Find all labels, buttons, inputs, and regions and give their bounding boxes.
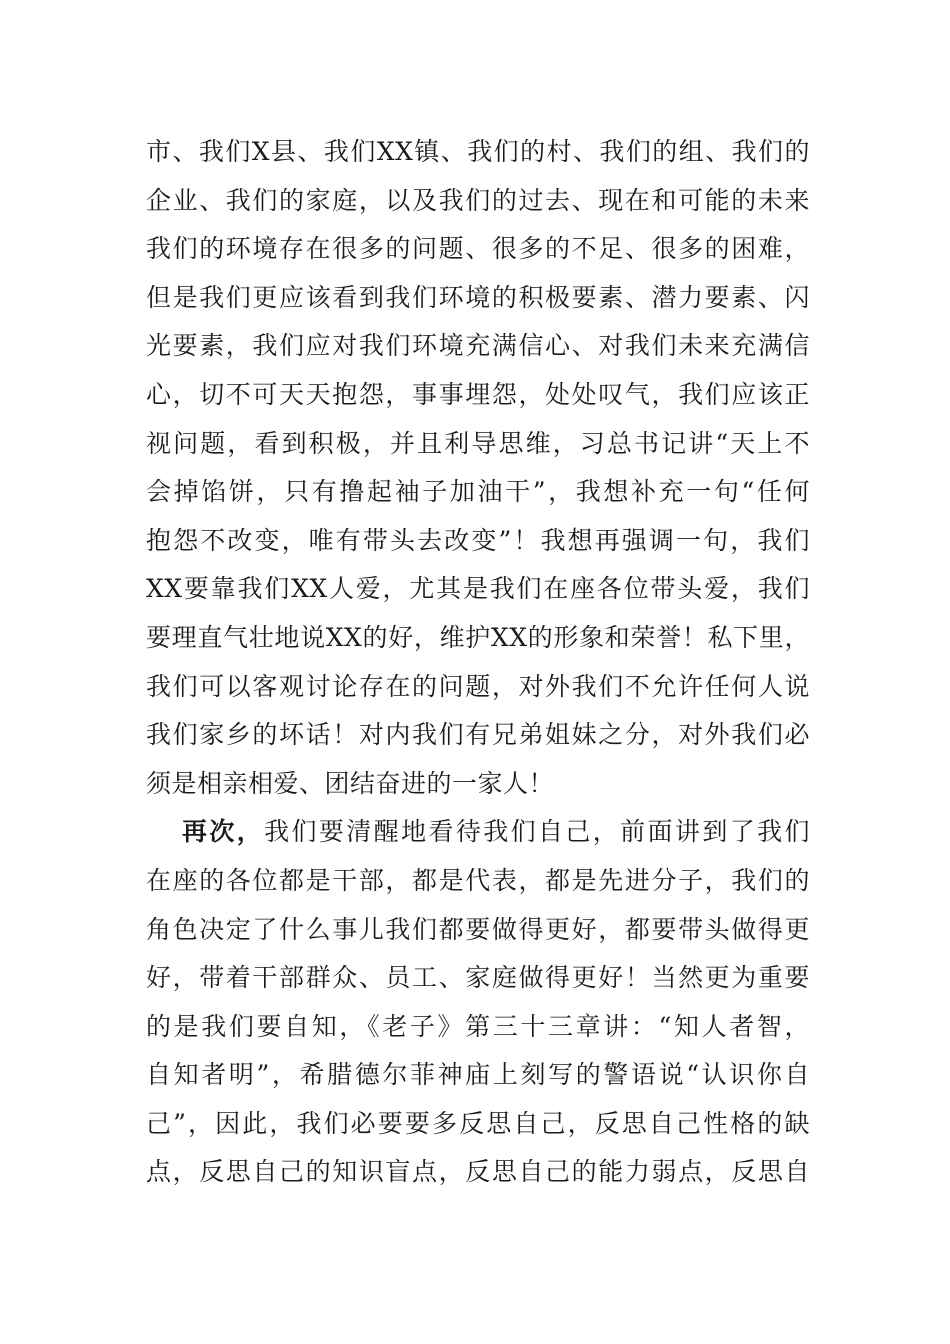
text-line: 会掉馅饼，只有撸起袖子加油干”，我想补充一句“任何 [146, 477, 810, 507]
text-line: 但是我们更应该看到我们环境的积极要素、潜力要素、闪 [146, 282, 810, 312]
text-line: 市、我们X县、我们XX镇、我们的村、我们的组、我们的 [146, 137, 810, 166]
text-line: 心，切不可天天抱怨，事事埋怨，处处叹气，我们应该正 [146, 379, 810, 409]
text-line: 视问题，看到积极，并且利导思维，习总书记讲“天上不 [146, 428, 810, 458]
text-line: 自知者明”，希腊德尔菲神庙上刻写的警语说“认识你自 [146, 1060, 810, 1090]
text-line: 的是我们要自知，《老子》第三十三章讲：“知人者智， [146, 1011, 810, 1041]
text-line: 企业、我们的家庭，以及我们的过去、现在和可能的未来 [146, 185, 810, 215]
text-line: 抱怨不改变，唯有带头去改变”！我想再强调一句，我们 [146, 525, 810, 555]
text-line: 角色决定了什么事儿我们都要做得更好，都要带头做得更 [146, 914, 810, 944]
text-line: 己”，因此，我们必要要多反思自己，反思自己性格的缺 [146, 1108, 810, 1138]
text-line: 在座的各位都是干部，都是代表，都是先进分子，我们的 [146, 865, 810, 895]
text-line: XX要靠我们XX人爱，尤其是我们在座各位带头爱，我们 [146, 574, 810, 604]
paragraph-first-line-text: 我们要清醒地看待我们自己，前面讲到了我们 [264, 817, 810, 847]
text-line: 光要素，我们应对我们环境充满信心、对我们未来充满信 [146, 331, 810, 361]
text-line: 点，反思自己的知识盲点，反思自己的能力弱点，反思自 [146, 1157, 810, 1187]
text-line: 好，带着干部群众、员工、家庭做得更好！当然更为重要 [146, 963, 810, 993]
text-line: 须是相亲相爱、团结奋进的一家人！ [146, 768, 555, 798]
text-line: 要理直气壮地说XX的好，维护XX的形象和荣誉！私下里， [146, 622, 810, 652]
paragraph-first-line [146, 808, 810, 857]
body-text [146, 128, 810, 1197]
text-line: 我们的环境存在很多的问题、很多的不足、很多的困难， [146, 234, 810, 264]
text-line: 我们可以客观讨论存在的问题，对外我们不允许任何人说 [146, 671, 810, 701]
text-line: 我们家乡的坏话！对内我们有兄弟姐妹之分，对外我们必 [146, 720, 810, 750]
paragraph-lead: 再次， [182, 817, 265, 847]
